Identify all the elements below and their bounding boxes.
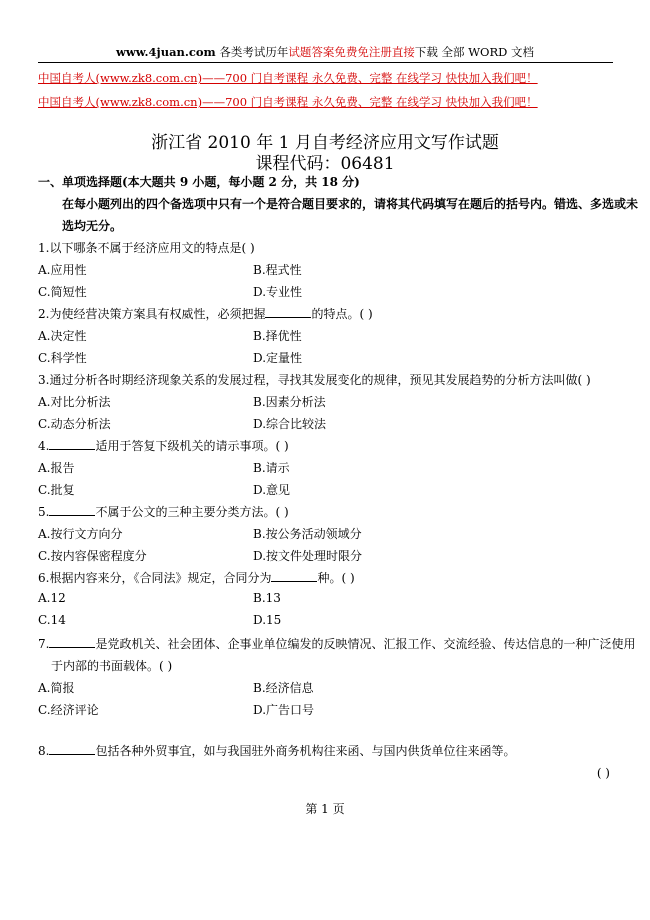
q8-answer-paren: ( ) <box>596 766 610 780</box>
q4-option-c: C.批复 <box>38 483 75 497</box>
q2-option-d: D.定量性 <box>253 351 303 365</box>
q4-option-a: A.报告 <box>38 461 75 475</box>
header-rule <box>38 62 613 63</box>
q6-text-post: 种。( ) <box>317 571 355 585</box>
q3-option-a: A.对比分析法 <box>38 395 111 409</box>
site-link[interactable]: www.4juan.com <box>116 45 216 59</box>
q7-text-pre: 7. <box>38 637 50 651</box>
q5-text-post: 不属于公文的三种主要分类方法。( ) <box>95 505 289 519</box>
q4-text-pre: 4. <box>38 439 50 453</box>
q3-option-c: C.动态分析法 <box>38 417 111 431</box>
site-header <box>0 44 650 60</box>
q7-continuation: 于内部的书面载体。( ) <box>51 659 173 673</box>
q4-option-b: B.请示 <box>253 461 290 475</box>
q2-option-a: A.决定性 <box>38 329 87 343</box>
q5-blank <box>49 504 95 516</box>
header-text-red: 试题答案免费免注册直接 <box>288 45 415 59</box>
q7-text-post: 是党政机关、社会团体、企事业单位编发的反映情况、汇报工作、交流经验、传达信息的一种广泛使用 <box>95 637 636 651</box>
q3-option-d: D.综合比较法 <box>253 417 327 431</box>
question-2 <box>38 305 373 322</box>
q2-blank <box>265 306 311 318</box>
q1-option-c: C.简短性 <box>38 285 87 299</box>
page-number: 第 1 页 <box>305 802 345 816</box>
q6-text-pre: 6.根据内容来分，《合同法》规定，合同分为 <box>38 571 272 585</box>
header-text-b: 下载 全部 WORD 文档 <box>414 45 534 59</box>
q2-option-b: B.择优性 <box>253 329 302 343</box>
q5-text-pre: 5. <box>38 505 50 519</box>
q8-blank <box>49 743 95 755</box>
question-3: 3.通过分析各时期经济现象关系的发展过程，寻找其发展变化的规律，预见其发展趋势的分析方法叫做( ) <box>38 373 591 387</box>
q6-blank <box>271 570 317 582</box>
q5-option-c: C.按内容保密程度分 <box>38 549 147 563</box>
section-heading: 一、单项选择题(本大题共 9 小题，每小题 2 分，共 18 分) <box>38 175 360 189</box>
q5-option-b: B.按公务活动领域分 <box>253 527 362 541</box>
exam-title: 浙江省 2010 年 1 月自考经济应用文写作试题 <box>151 133 499 153</box>
q6-option-a: A.12 <box>38 591 66 605</box>
q1-option-d: D.专业性 <box>253 285 303 299</box>
q3-option-b: B.因素分析法 <box>253 395 326 409</box>
q7-option-a: A.简报 <box>38 681 75 695</box>
instruction-line-2: 选均无分。 <box>62 219 123 233</box>
q7-option-d: D.广告口号 <box>253 703 315 717</box>
ad-link-1[interactable]: 中国自考人(www.zk8.com.cn)——700 门自考课程 永久免费、完整 在线学习 快快加入我们吧！ <box>38 71 538 85</box>
q6-option-c: C.14 <box>38 613 66 627</box>
q2-option-c: C.科学性 <box>38 351 87 365</box>
q5-option-a: A.按行文方向分 <box>38 527 123 541</box>
q5-option-d: D.按文件处理时限分 <box>253 549 363 563</box>
q8-text-post: 包括各种外贸事宜，如与我国驻外商务机构往来函、与国内供货单位往来函等。 <box>95 744 516 758</box>
q4-blank <box>49 438 95 450</box>
q8-text-pre: 8. <box>38 744 50 758</box>
question-1: 1.以下哪条不属于经济应用文的特点是( ) <box>38 241 255 255</box>
question-5 <box>38 503 289 520</box>
q1-option-a: A.应用性 <box>38 263 87 277</box>
q7-option-b: B.经济信息 <box>253 681 314 695</box>
course-code: 课程代码：06481 <box>255 154 395 174</box>
q7-option-c: C.经济评论 <box>38 703 99 717</box>
q6-option-d: D.15 <box>253 613 282 627</box>
question-4 <box>38 437 289 454</box>
question-6 <box>38 569 355 586</box>
q6-option-b: B.13 <box>253 591 281 605</box>
question-8 <box>38 742 515 759</box>
q2-text-post: 的特点。( ) <box>311 307 373 321</box>
q7-blank <box>49 636 95 648</box>
q2-text-pre: 2.为使经营决策方案具有权威性，必须把握 <box>38 307 266 321</box>
header-text-a: 各类考试历年 <box>219 45 289 59</box>
instruction-line-1: 在每小题列出的四个备选项中只有一个是符合题目要求的，请将其代码填写在题后的括号内。错选、多选或未 <box>62 197 639 211</box>
q1-option-b: B.程式性 <box>253 263 302 277</box>
q4-option-d: D.意见 <box>253 483 291 497</box>
q4-text-post: 适用于答复下级机关的请示事项。( ) <box>95 439 289 453</box>
ad-link-2[interactable]: 中国自考人(www.zk8.com.cn)——700 门自考课程 永久免费、完整 在线学习 快快加入我们吧！ <box>38 95 538 109</box>
question-7 <box>38 635 635 652</box>
